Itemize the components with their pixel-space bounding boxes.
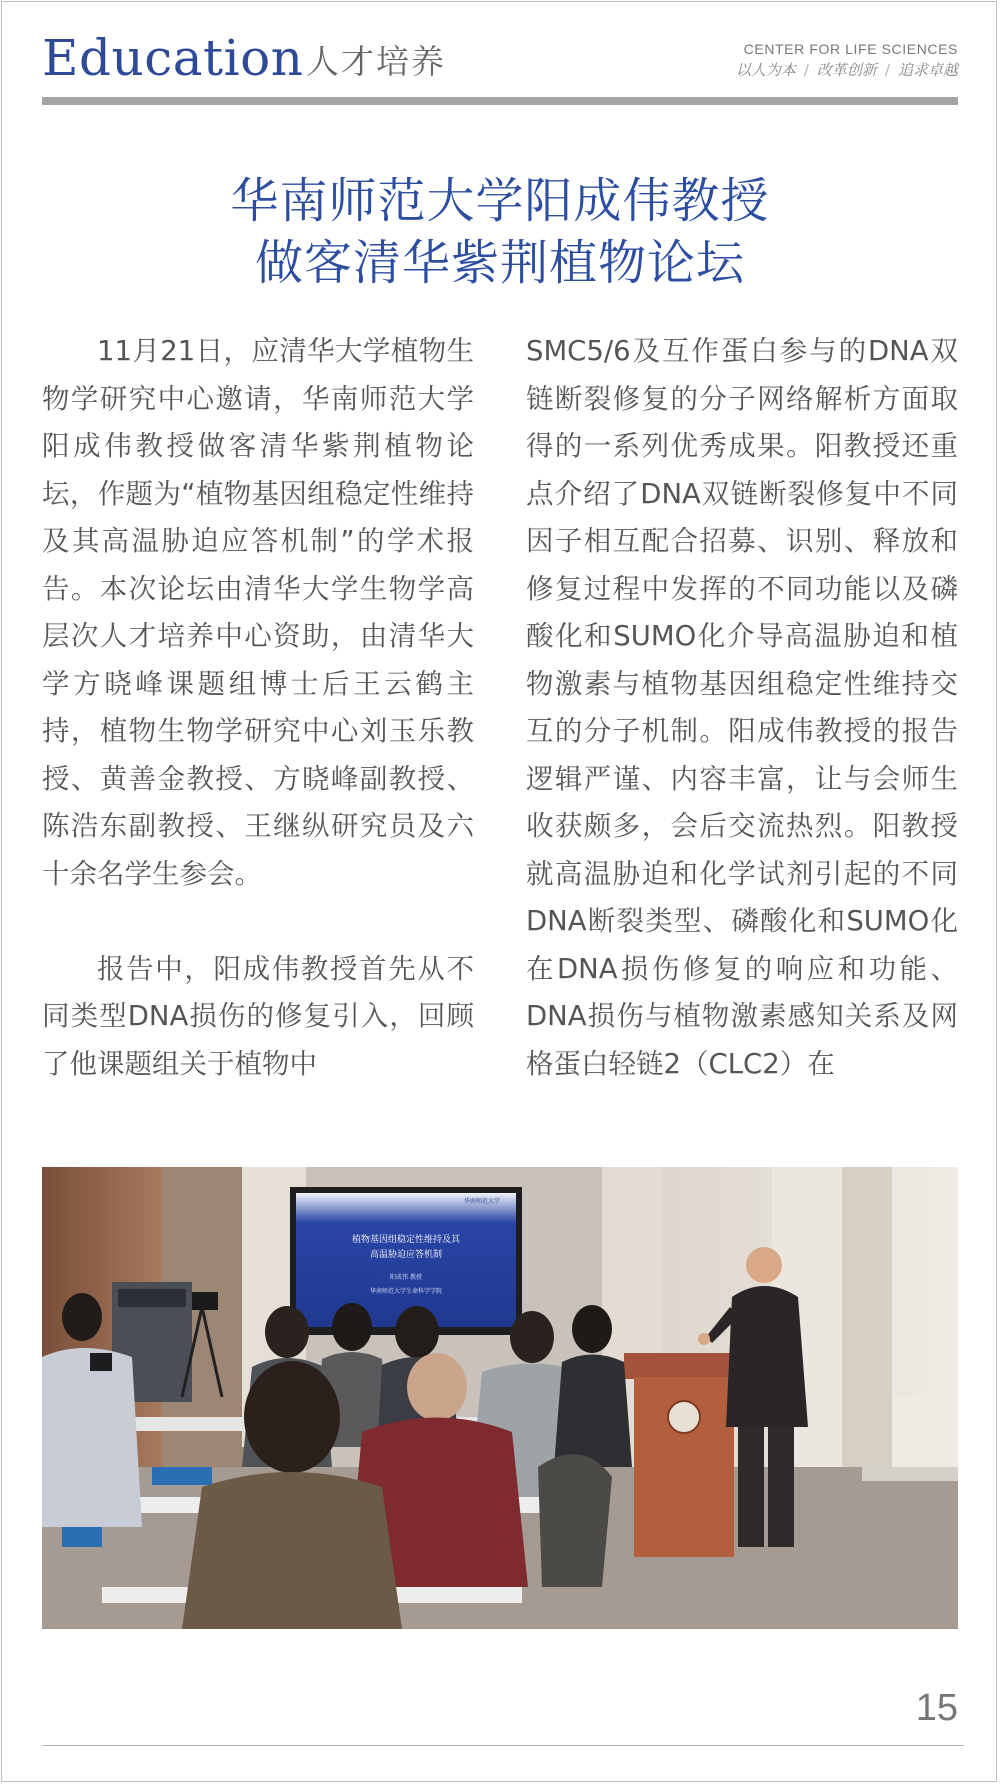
article-paragraph-1: 11月21日，应清华大学植物生物学研究中心邀请，华南师范大学阳成伟教授做客清华紫荆植物论坛，作题为“植物基因组稳定性维持及其高温胁迫应答机制”的学术报告。本次论坛由清华大学生物学高层次人才培养中心资助，由清华大学方晓峰课题组博士后王云鹤主持，植物生物学研究中心刘玉乐教授、黄善金教授、方晓峰副教授、陈浩东副教授、王继纵研究员及六十余名学生参会。 [42, 335, 474, 890]
header-divider-bar [42, 97, 958, 105]
article-title-line-2: 做客清华紫荆植物论坛 [254, 235, 745, 291]
motto-1: 以人为本 [735, 61, 796, 79]
page-number: 15 [915, 1687, 958, 1729]
motto-2: 改革创新 [816, 61, 877, 79]
slide-title-line-2: 高温胁迫应答机制 [369, 1250, 443, 1260]
section-title-en: Education [42, 29, 304, 87]
lecture-photo [42, 1167, 958, 1629]
article-paragraph-2-start: 报告中，阳成伟教授首先从不同类型DNA损伤的修复引入，回顾了他课题组关于植物中 [42, 952, 474, 1080]
article-title [42, 170, 958, 294]
footer-divider [42, 1745, 964, 1746]
article-title-line-1: 华南师范大学阳成伟教授 [230, 173, 770, 229]
slide-logo: 华南师范大学 [463, 1198, 501, 1205]
lecture-photo-illustration [42, 1167, 958, 1629]
slide-institution: 华南师范大学生命科学学院 [369, 1288, 443, 1295]
motto-line [736, 60, 958, 80]
article-column-right [526, 328, 958, 1088]
article-column-left [42, 328, 474, 1088]
motto-separator: / [803, 61, 809, 79]
paragraph-gap [42, 898, 474, 946]
motto-3: 追求卓越 [897, 61, 958, 79]
page-header [42, 28, 958, 106]
slide-title-line-1: 植物基因组稳定性维持及其 [351, 1235, 461, 1245]
section-title-zh: 人才培养 [306, 42, 446, 81]
slide-presenter: 阳成伟 教授 [390, 1274, 422, 1281]
center-name: CENTER FOR LIFE SCIENCES [743, 41, 958, 57]
article-paragraph-2-continued: SMC5/6及互作蛋白参与的DNA双链断裂修复的分子网络解析方面取得的一系列优秀成果。阳教授还重点介绍了DNA双链断裂修复中不同因子相互配合招募、识别、释放和修复过程中发挥的不同功能以及磷酸化和SUMO化介导高温胁迫和植物激素与植物基因组稳定性维持交互的分子机制。阳成伟教授的报告逻辑严谨、内容丰富，让与会师生收获颇多，会后交流热烈。阳教授就高温胁迫和化学试剂引起的不同DNA断裂类型、磷酸化和SUMO化在DNA损伤修复的响应和功能、DNA损伤与植物激素感知关系及网格蛋白轻链2（CLC2）在 [526, 335, 958, 1080]
header-branding [736, 40, 958, 80]
motto-separator: / [884, 61, 890, 79]
